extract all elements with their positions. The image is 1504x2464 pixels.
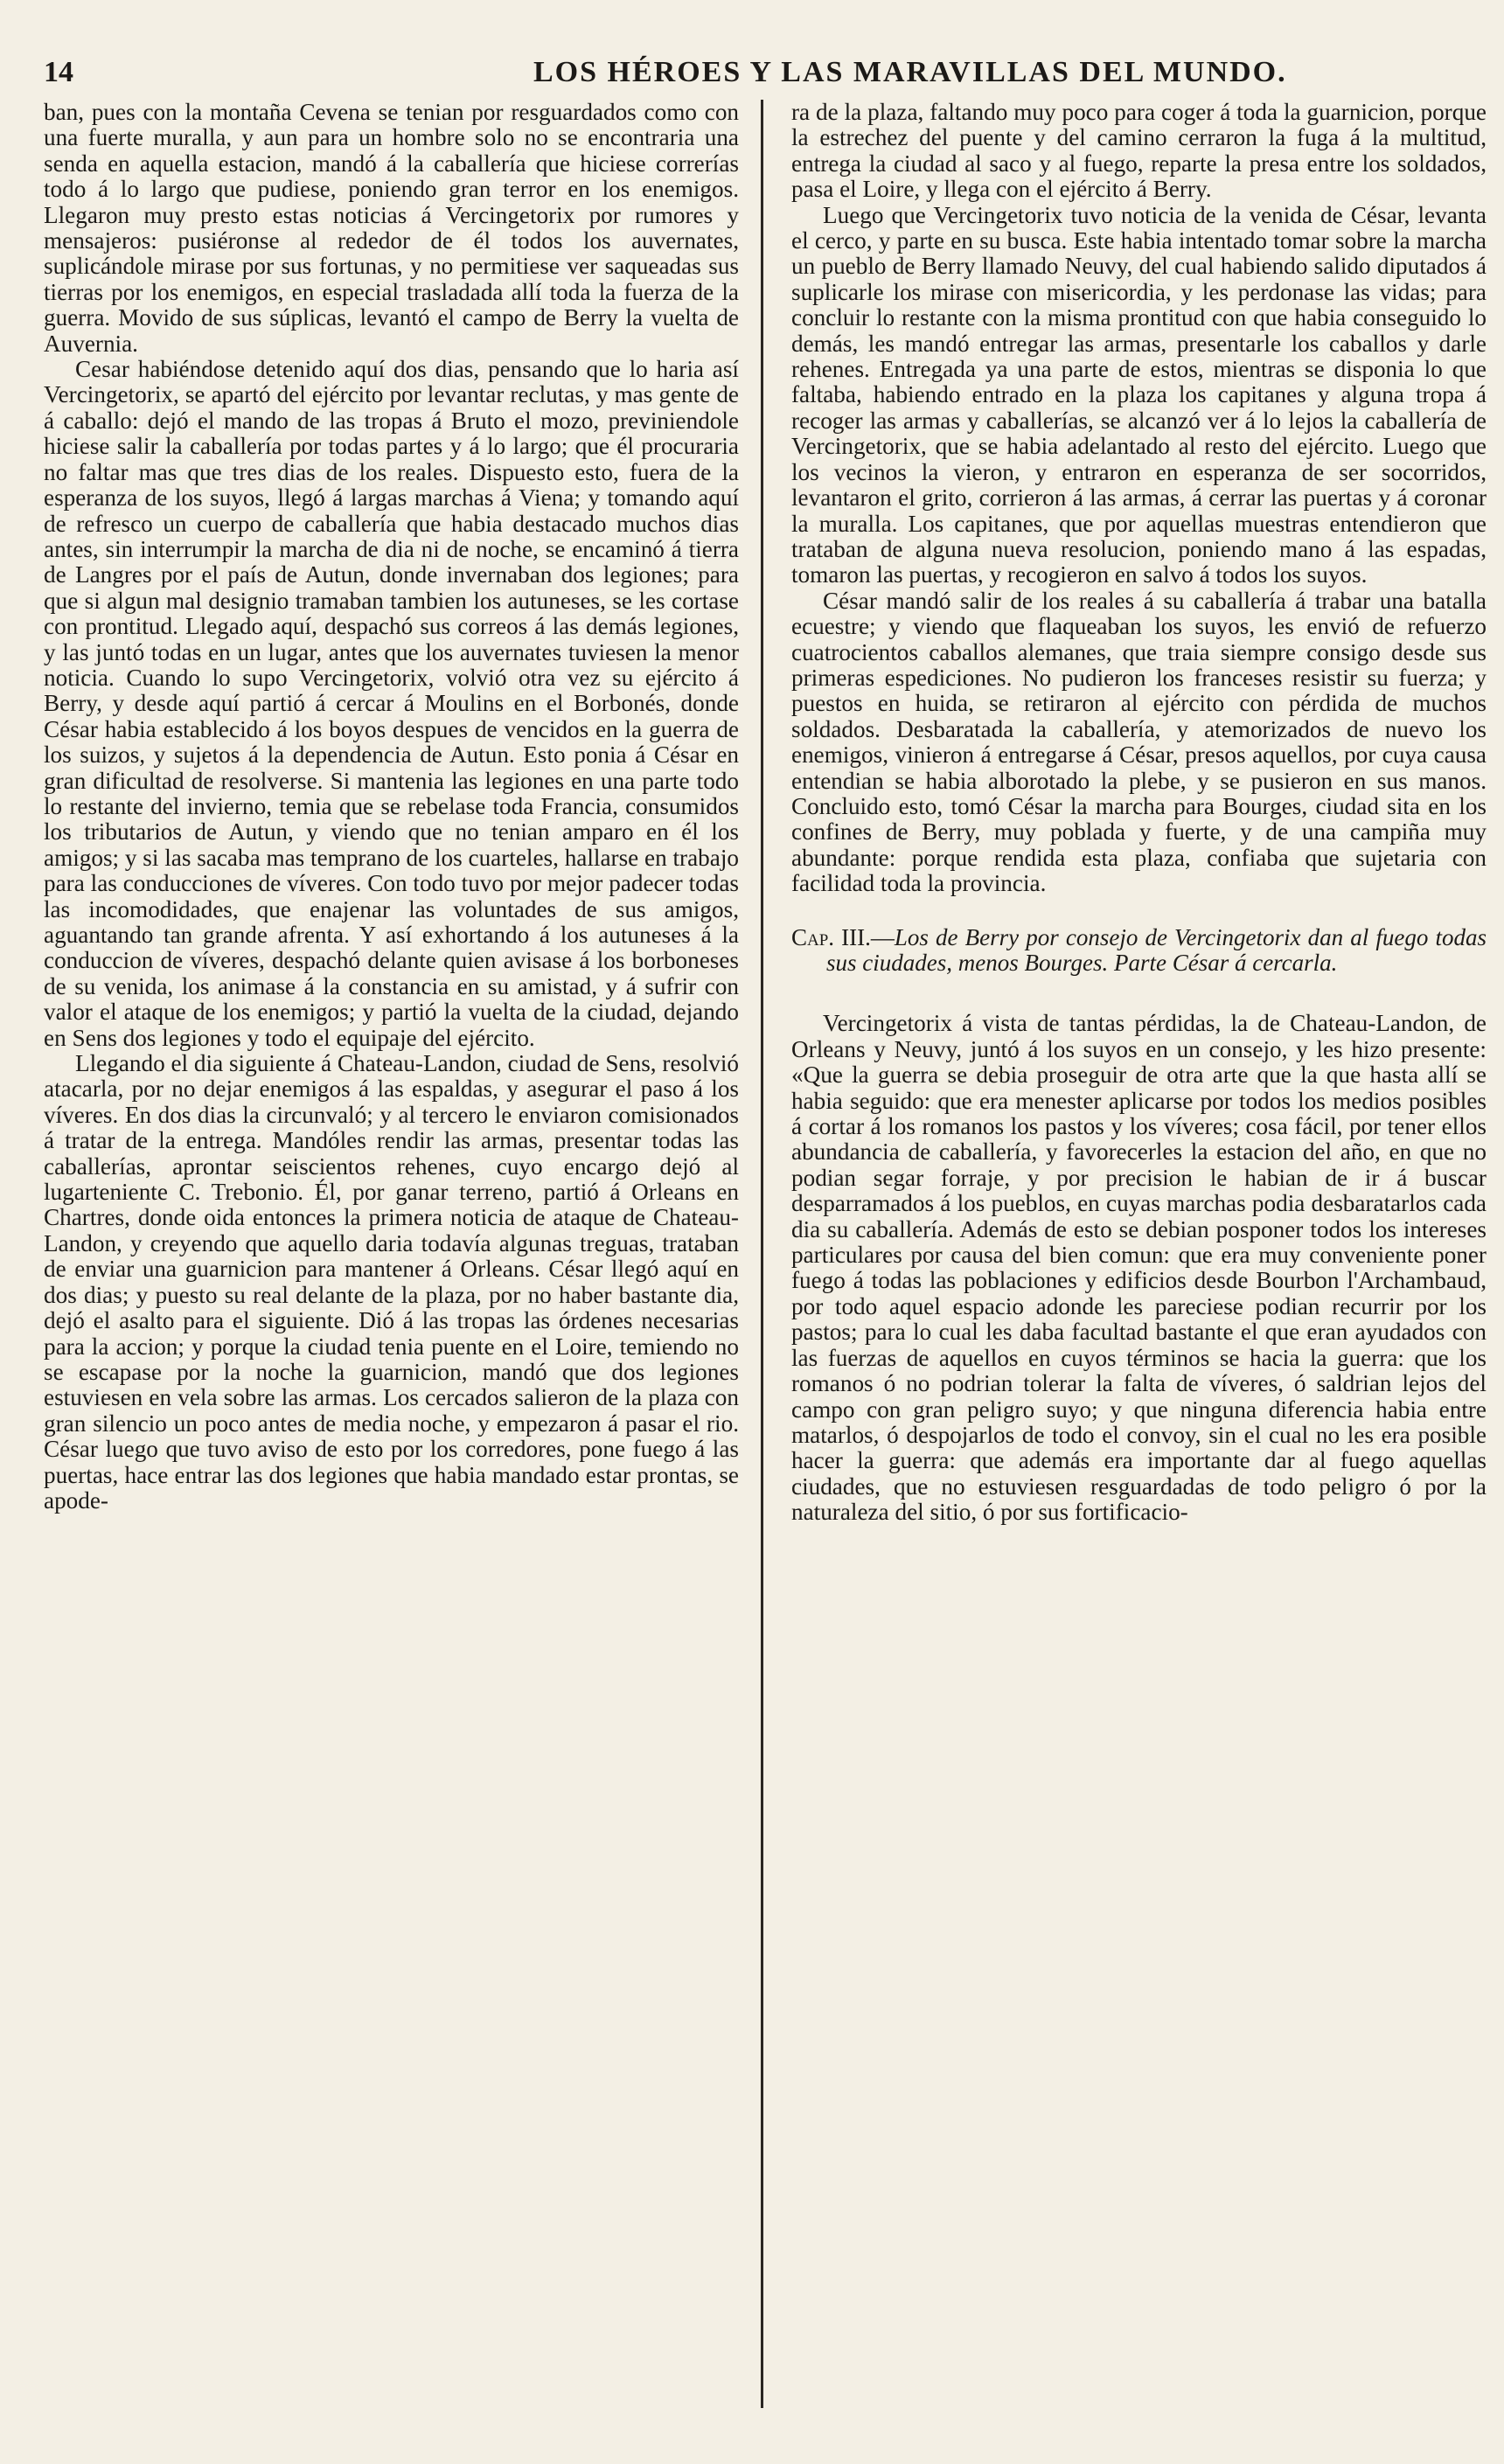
paragraph: ra de la plaza, faltando muy poco para coger á toda la guarnicion, porque la estrechez del puente y del camino cerraron la fuga á la multitud, entrega la ciudad al saco y al fuego, reparte la presa entre los soldados, pasa el Loire, y llega con el ejército á Berry. bbox=[791, 99, 1487, 203]
paragraph: ban, pues con la montaña Cevena se tenian por resguardados como con una fuerte muralla, y aun para un hombre solo no se encontraria una senda en aquella estacion, mandó á la caballería que hiciese correrías todo á lo largo que pudiese, poniendo gran terror en los enemigos. Llegaron muy presto estas noticias á Vercingetorix por rumores y mensajeros: pusiéronse al rededor de él todos los auvernates, suplicándole mirase por sus fortunas, y no permitiese ver saqueadas sus tierras por los enemigos, en especial trasladada allí toda la fuerza de la guerra. Movido de sus súplicas, levantó el campo de Berry la vuelta de Auvernia. bbox=[44, 99, 739, 357]
right-column bbox=[791, 100, 1487, 1526]
left-column bbox=[44, 100, 739, 1514]
paragraph: Llegando el dia siguiente á Chateau-Landon, ciudad de Sens, resolvió atacarla, por no dejar enemigos á las espaldas, y asegurar el paso á los víveres. En dos dias la circunvaló; y al tercero le enviaron comisionados á tratar de la entrega. Mandóles rendir las armas, presentar todas las caballerías, aprontar seiscientos rehenes, cuyo encargo dejó al lugarteniente C. Trebonio. Él, por ganar terreno, partió á Orleans en Chartres, donde oida entonces la primera noticia de ataque de Chateau-Landon, y creyendo que aquello daria todavía algunas treguas, trataban de enviar una guarnicion para mantener á Orleans. César llegó aquí en dos dias; y puesto su real delante de la plaza, por no haber bastante dia, dejó el asalto para el siguiente. Dió á las tropas las órdenes necesarias para la accion; y porque la ciudad tenia puente en el Loire, temiendo no se escapase por la noche la guarnicion, mandó que dos legiones estuviesen en vela sobre las armas. Los cercados salieron de la plaza con gran silencio un poco antes de media noche, y empezaron á pasar el rio. César luego que tuvo aviso de esto por los corredores, pone fuego á las puertas, hace entrar las dos legiones que habia mandado estar prontas, se apode- bbox=[44, 1050, 739, 1514]
paragraph: Luego que Vercingetorix tuvo noticia de la venida de César, levanta el cerco, y parte en su busca. Este habia intentado tomar sobre la marcha un pueblo de Berry llamado Neuvy, del cual habiendo salido diputados á suplicarle los mirase con misericordia, y les perdonase las vidas; para concluir lo restante con la misma prontitud con que habia conseguido lo demás, les mandó entregar las armas, presentarle los caballos y darle rehenes. Entregada ya una parte de estos, mientras se disponia lo que faltaba, habiendo entrado en la plaza los capitanes y alguna tropa á recoger las armas y caballerías, se alcanzó ver á lo lejos la caballería de Vercingetorix, que se habia adelantado al resto del ejército. Luego que los vecinos la vieron, y entraron en esperanza de ser socorridos, levantaron el grito, corrieron á las armas, á cerrar las puertas y á coronar la muralla. Los capitanes, que por aquellas muestras entendieron que trataban de alguna nueva resolucion, poniendo mano á las espadas, tomaron las puertas, y recogieron en salvo á todos los suyos. bbox=[791, 201, 1487, 588]
page-header bbox=[44, 56, 1460, 96]
chapter-heading bbox=[791, 925, 1487, 977]
paragraph: Cesar habiéndose detenido aquí dos dias, pensando que lo haria así Vercingetorix, se apartó del ejército por levantar reclutas, y mas gente de á caballo: dejó el mando de las tropas á Bruto el mozo, previniendole hiciese salir la caballería por todas partes y á lo largo; que él procuraria no faltar mas que tres dias de los reales. Dispuesto esto, fuera de la esperanza de los suyos, llegó á largas marchas á Viena; y tomando aquí de refresco un cuerpo de caballería que habia destacado muchos dias antes, sin interrumpir la marcha de dia ni de noche, se encaminó á tierra de Langres por el país de Autun, donde invernaban dos legiones; para que si algun mal designio tramaban tambien los autuneses, se les cortase con prontitud. Llegado aquí, despachó sus correos á las demás legiones, y las juntó todas en un lugar, antes que los auvernates tuviesen la menor noticia. Cuando lo supo Vercingetorix, volvió otra vez su ejército á Berry, y desde aquí partió á cercar á Moulins en el Borbonés, donde César habia establecido á los boyos despues de vencidos en la guerra de los suizos, y sujetos á la dependencia de Autun. Esto ponia á César en gran dificultad de resolverse. Si mantenia las legiones en una parte todo lo restante del invierno, temia que se rebelase toda Francia, consumidos los tributarios de Autun, y viendo que no tenian amparo en él los amigos; y si las sacaba mas temprano de los cuarteles, hallarse en trabajo para las conducciones de víveres. Con todo tuvo por mejor padecer todas las incomodidades, que enajenar las voluntades de sus amigos, aguantando tan grande afrenta. Y así exhortando á los autuneses á la conduccion de víveres, despachó delante quien avisase á los borboneses de su venida, los animase á la constancia en su amistad, y á sufrir con valor el ataque de los enemigos; y partió la vuelta de la ciudad, dejando en Sens dos legiones y todo el equipaje del ejército. bbox=[44, 356, 739, 1051]
paragraph: César mandó salir de los reales á su caballería á trabar una batalla ecuestre; y viendo que flaqueaban los suyos, les envió de refuerzo cuatrocientos caballos alemanes, que traia siempre consigo desde sus primeras espediciones. No pudieron los franceses resistir su fuerza; y puestos en huida, se retiraron al ejército con pérdida de muchos soldados. Desbaratada la caballería, y atemorizados de nuevo los enemigos, vinieron á entregarse á César, presos aquellos, por cuya causa entendian se habia alborotado la plebe, y se pusieron en sus manos. Concluido esto, tomó César la marcha para Bourges, ciudad sita en los confines de Berry, muy poblada y fuerte, y de una campiña muy abundante: porque rendida esta plaza, confiaba que sujetaria con facilidad toda la provincia. bbox=[791, 587, 1487, 897]
column-divider bbox=[761, 100, 763, 2408]
chapter-label: Cap. III.— bbox=[791, 923, 895, 950]
chapter-summary: Los de Berry por consejo de Vercingetorix dan al fuego todas sus ciudades, menos Bourges. Parte César á cercarla. bbox=[826, 923, 1487, 976]
running-title: LOS HÉROES Y LAS MARAVILLAS DEL MUNDO. bbox=[533, 56, 1287, 88]
paragraph: Vercingetorix á vista de tantas pérdidas, la de Chateau-Landon, de Orleans y Neuvy, juntó á los suyos en un consejo, y les hizo presente: «Que la guerra se debia proseguir de otra arte que la que hasta allí se habia seguido: que era menester aplicarse por todos los medios posibles á cortar á los romanos los pastos y los víveres; cosa fácil, por tener ellos abundancia de caballería, y favorecerles la estacion del año, en que no podian segar forraje, y por precision le habian de ir á buscar desparramados á los pueblos, en cuyas marchas podia desbaratarlos cada dia su caballería. Además de esto se debian posponer todos los intereses particulares por causa del bien comun: que era muy conveniente poner fuego á todas las poblaciones y edificios desde Bourbon l'Archambaud, por todo aquel espacio adonde les pareciese podian recurrir por los pastos; para lo cual les daba facultad bastante el que eran ayudados con las fuerzas de aquellos en cuyos términos se hacia la guerra: que los romanos ó no podrian tolerar la falta de víveres, ó saldrian lejos del campo con gran peligro suyo; y que ninguna diferencia habia entre matarlos, ó despojarlos de todo el convoy, sin el cual no les era posible hacer la guerra: que además era importante dar al fuego aquellas ciudades, que no estuviesen resguardadas de todo peligro ó por la naturaleza del sitio, ó por sus fortificacio- bbox=[791, 1010, 1487, 1526]
page-number: 14 bbox=[44, 56, 73, 88]
